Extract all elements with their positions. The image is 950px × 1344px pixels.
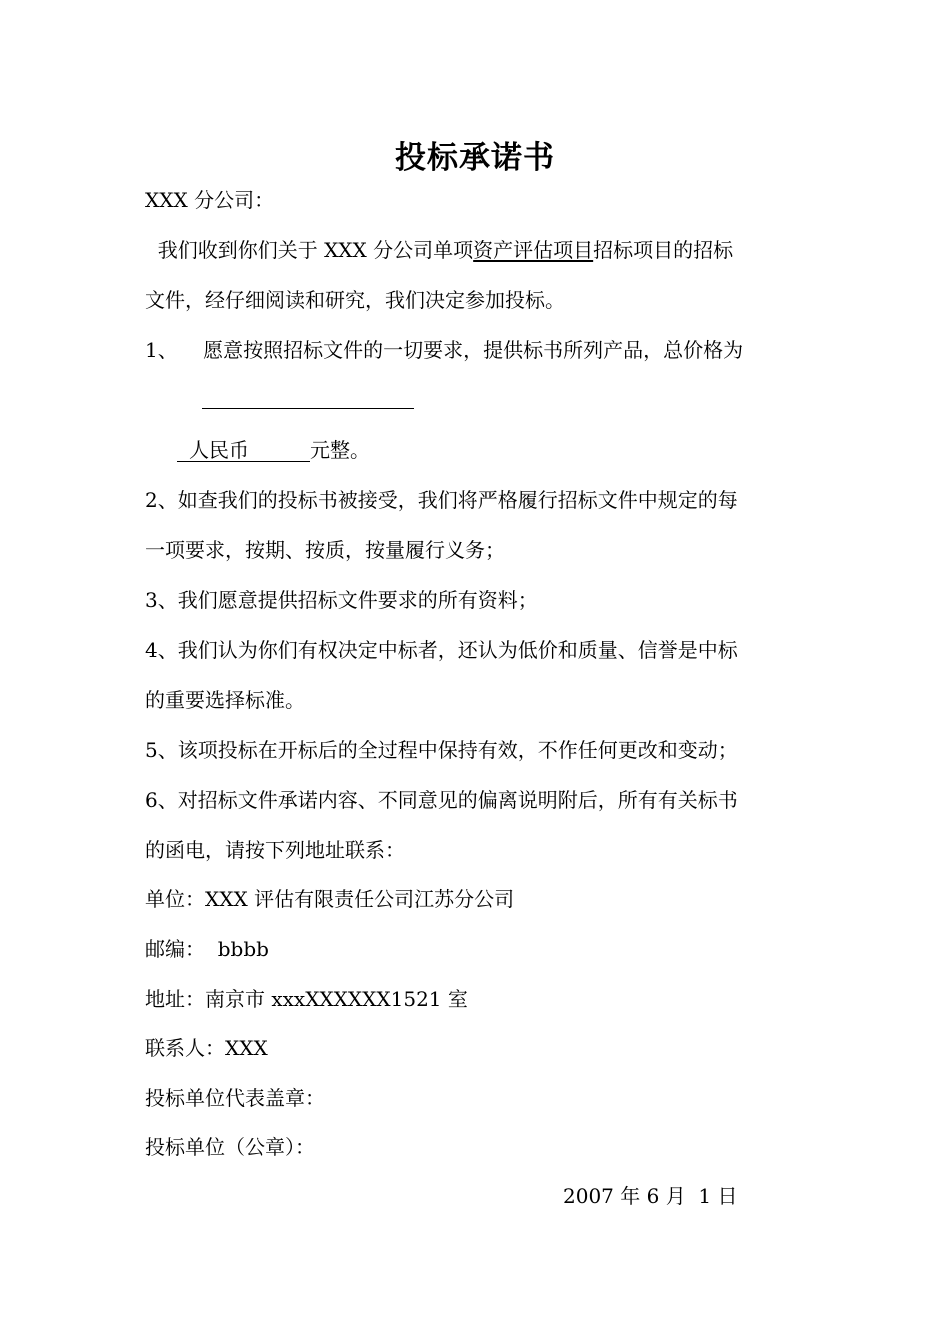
price-blank-line (202, 408, 414, 409)
item-6-line-1: 6、对招标文件承诺内容、不同意见的偏离说明附后，所有有关标书 (145, 788, 738, 812)
document-date: 2007 年 6 月 1 日 (563, 1184, 738, 1208)
item-6-line-2: 的函电，请按下列地址联系： (145, 838, 405, 862)
contact-unit: 单位：XXX 评估有限责任公司江苏分公司 (145, 887, 515, 911)
document-title: 投标承诺书 (395, 140, 555, 176)
item-2-line-2: 一项要求，按期、按质，按量履行义务； (145, 538, 505, 562)
addressee: XXX 分公司： (145, 188, 275, 212)
item-4-line-2: 的重要选择标准。 (145, 688, 305, 712)
intro-line-1 (145, 238, 733, 262)
item-5: 5、该项投标在开标后的全过程中保持有效，不作任何更改和变动； (145, 738, 738, 762)
price-line (177, 438, 370, 462)
project-name-underlined: 资产评估项目 (473, 238, 594, 262)
item-2-line-1: 2、如查我们的投标书被接受，我们将严格履行招标文件中规定的每 (145, 488, 738, 512)
item-1: 1、 愿意按照招标文件的一切要求，提供标书所列产品，总价格为 (145, 338, 744, 362)
representative-seal-label: 投标单位代表盖章： (145, 1086, 325, 1110)
contact-person: 联系人：XXX (145, 1036, 268, 1060)
intro-text-b: 招标项目的招标 (593, 238, 734, 262)
item-4-line-1: 4、我们认为你们有权决定中标者，还认为低价和质量、信誉是中标 (145, 638, 738, 662)
contact-address: 地址：南京市 xxxXXXXXX1521 室 (145, 987, 468, 1011)
intro-text-a: 我们收到你们关于 XXX 分公司单项 (145, 238, 474, 262)
unit-seal-label: 投标单位（公章）： (145, 1135, 315, 1159)
intro-line-2: 文件，经仔细阅读和研究，我们决定参加投标。 (145, 288, 565, 312)
item-3: 3、我们愿意提供招标文件要求的所有资料； (145, 588, 538, 612)
contact-postcode: 邮编： bbbb (145, 937, 269, 961)
currency-underlined: 人民币 (177, 439, 310, 462)
price-suffix: 元整。 (310, 438, 370, 462)
